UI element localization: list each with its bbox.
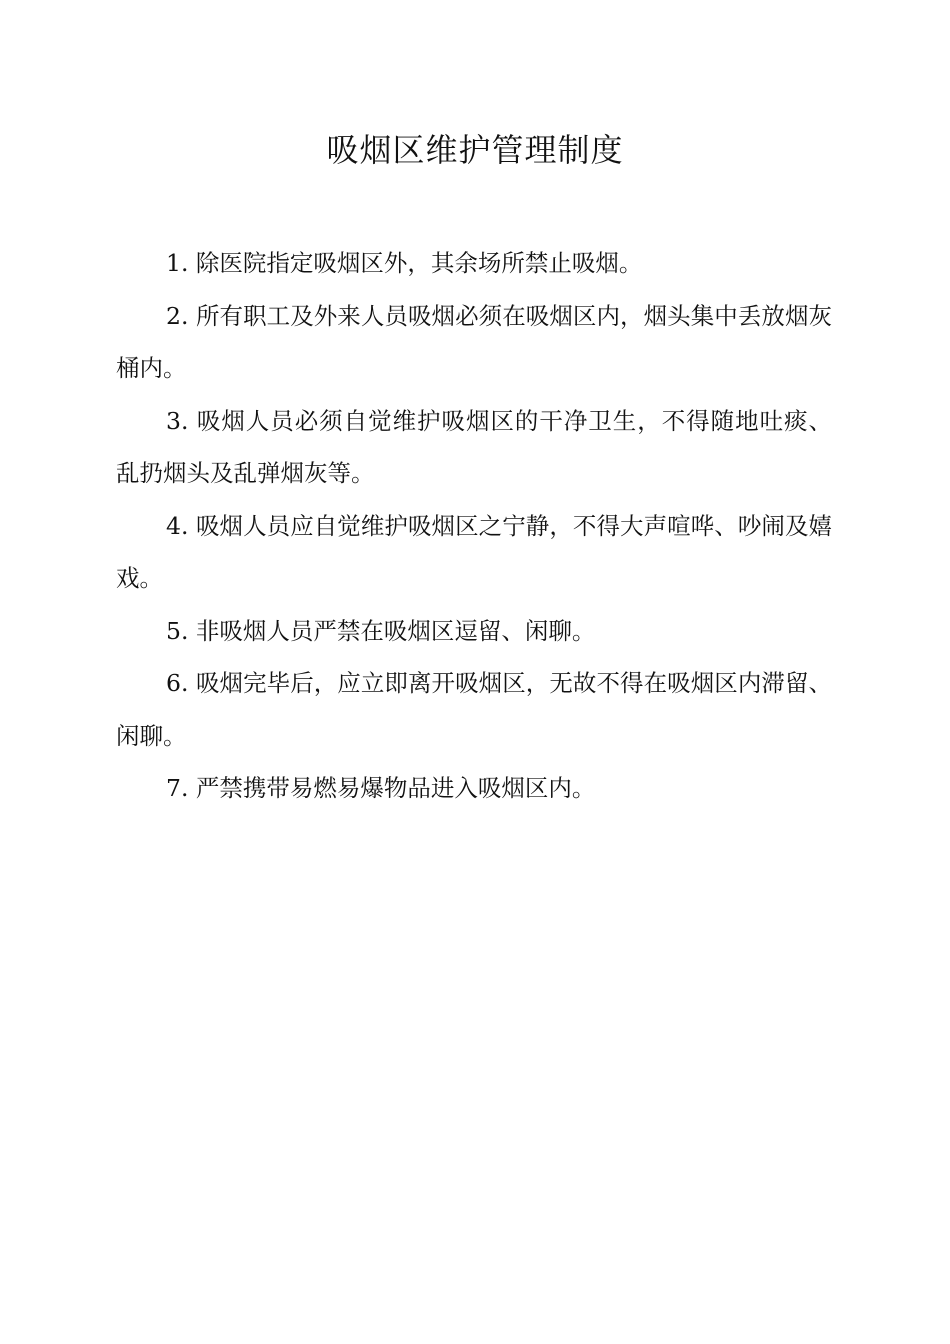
rule-item: 1. 除医院指定吸烟区外，其余场所禁止吸烟。	[166, 249, 643, 277]
rule-item: 4. 吸烟人员应自觉维护吸烟区之宁静，不得大声喧哗、吵闹及嬉戏。	[116, 511, 832, 592]
rule-item: 6. 吸烟完毕后，应立即离开吸烟区，无故不得在吸烟区内滞留、闲聊。	[116, 669, 832, 750]
rule-item: 3. 吸烟人员必须自觉维护吸烟区的干净卫生，不得随地吐痰、 乱扔烟头及乱弹烟灰等。	[116, 406, 832, 487]
rule-item: 7. 严禁携带易燃易爆物品进入吸烟区内。	[166, 774, 596, 802]
rule-item: 5. 非吸烟人员严禁在吸烟区逗留、闲聊。	[166, 616, 596, 645]
document-title: 吸烟区维护管理制度	[326, 131, 624, 169]
rules-list	[116, 237, 832, 815]
rule-item: 2. 所有职工及外来人员吸烟必须在吸烟区内，烟头集中丢放烟灰桶内。	[116, 301, 832, 382]
